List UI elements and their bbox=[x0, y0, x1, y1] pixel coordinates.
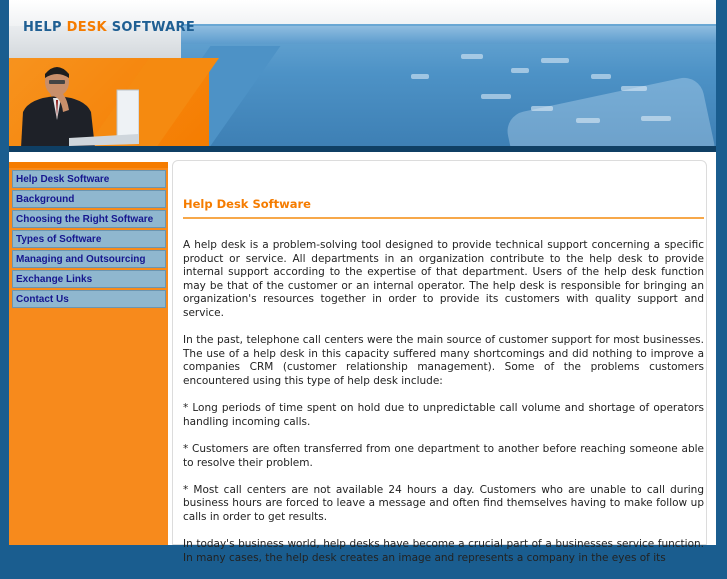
nav-item-help-desk-software[interactable] bbox=[12, 170, 166, 188]
logo-help: HELP bbox=[23, 20, 62, 35]
keyboard-key bbox=[621, 86, 647, 91]
sidebar-nav bbox=[12, 170, 166, 310]
nav-item-types-of-software[interactable] bbox=[12, 230, 166, 248]
nav-item-label: Choosing the Right Software bbox=[16, 213, 154, 225]
keyboard-key bbox=[641, 116, 671, 121]
paragraph: * Long periods of time spent on hold due to unpredictable call volume and shortage of operators handling incoming calls. bbox=[183, 402, 704, 428]
nav-item-choosing-software[interactable] bbox=[12, 210, 166, 228]
nav-item-contact-us[interactable] bbox=[12, 290, 166, 308]
site-header bbox=[9, 0, 716, 152]
logo-desk: DESK bbox=[66, 20, 107, 35]
page-frame-left bbox=[0, 0, 9, 545]
nav-item-label: Help Desk Software bbox=[16, 173, 110, 185]
nav-item-managing-outsourcing[interactable] bbox=[12, 250, 166, 268]
site-logo[interactable] bbox=[23, 20, 195, 35]
businessman-image bbox=[9, 60, 139, 148]
nav-item-label: Background bbox=[16, 193, 75, 205]
nav-item-background[interactable] bbox=[12, 190, 166, 208]
nav-item-label: Exchange Links bbox=[16, 273, 93, 285]
title-divider bbox=[183, 217, 704, 219]
paragraph: In today's business world, help desks have become a crucial part of a businesses service function. In many cases, the help desk creates an image and represents a company in the eyes of its bbox=[183, 538, 704, 564]
paragraph: A help desk is a problem-solving tool designed to provide technical support concerning a specific product or service. All departments in an organization contribute to the help desk to provide internal support according to the expertise of that department. Users of the help desk function may be that of the customer or an internal operator. The help desk is responsible for bringing an organization's resources together in order to provide its customers with quality support and service. bbox=[183, 239, 704, 319]
nav-item-label: Contact Us bbox=[16, 293, 69, 305]
keyboard-key bbox=[411, 74, 429, 79]
laptop-image bbox=[504, 74, 716, 152]
nav-item-exchange-links[interactable] bbox=[12, 270, 166, 288]
header-blue-band bbox=[181, 26, 716, 44]
logo-software: SOFTWARE bbox=[111, 20, 196, 35]
nav-item-label: Types of Software bbox=[16, 233, 102, 245]
paragraph: In the past, telephone call centers were the main source of customer support for most businesses. The use of a help desk in this capacity suffered many shortcomings and did nothing to improve a companies CRM (customer relationship management). Some of the problems customers encountered using this type of help desk include: bbox=[183, 334, 704, 387]
keyboard-key bbox=[481, 94, 511, 99]
keyboard-key bbox=[576, 118, 600, 123]
nav-item-label: Managing and Outsourcing bbox=[16, 253, 146, 265]
sidebar bbox=[9, 162, 168, 545]
paragraph: * Most call centers are not available 24 hours a day. Customers who are unable to call during business hours are forced to leave a message and often find themselves having to make follow up calls in order to get results. bbox=[183, 483, 704, 523]
keyboard-key bbox=[461, 54, 483, 59]
keyboard-key bbox=[511, 68, 529, 73]
main-content bbox=[172, 160, 707, 564]
keyboard-key bbox=[591, 74, 611, 79]
paragraph: * Customers are often transferred from one department to another before reaching someone able to resolve their problem. bbox=[183, 442, 704, 469]
sidebar-top-bar bbox=[9, 162, 168, 168]
page-frame-right bbox=[716, 0, 727, 545]
keyboard-key bbox=[541, 58, 569, 63]
keyboard-key bbox=[531, 106, 553, 111]
article bbox=[183, 197, 704, 579]
page-title: Help Desk Software bbox=[183, 197, 311, 211]
